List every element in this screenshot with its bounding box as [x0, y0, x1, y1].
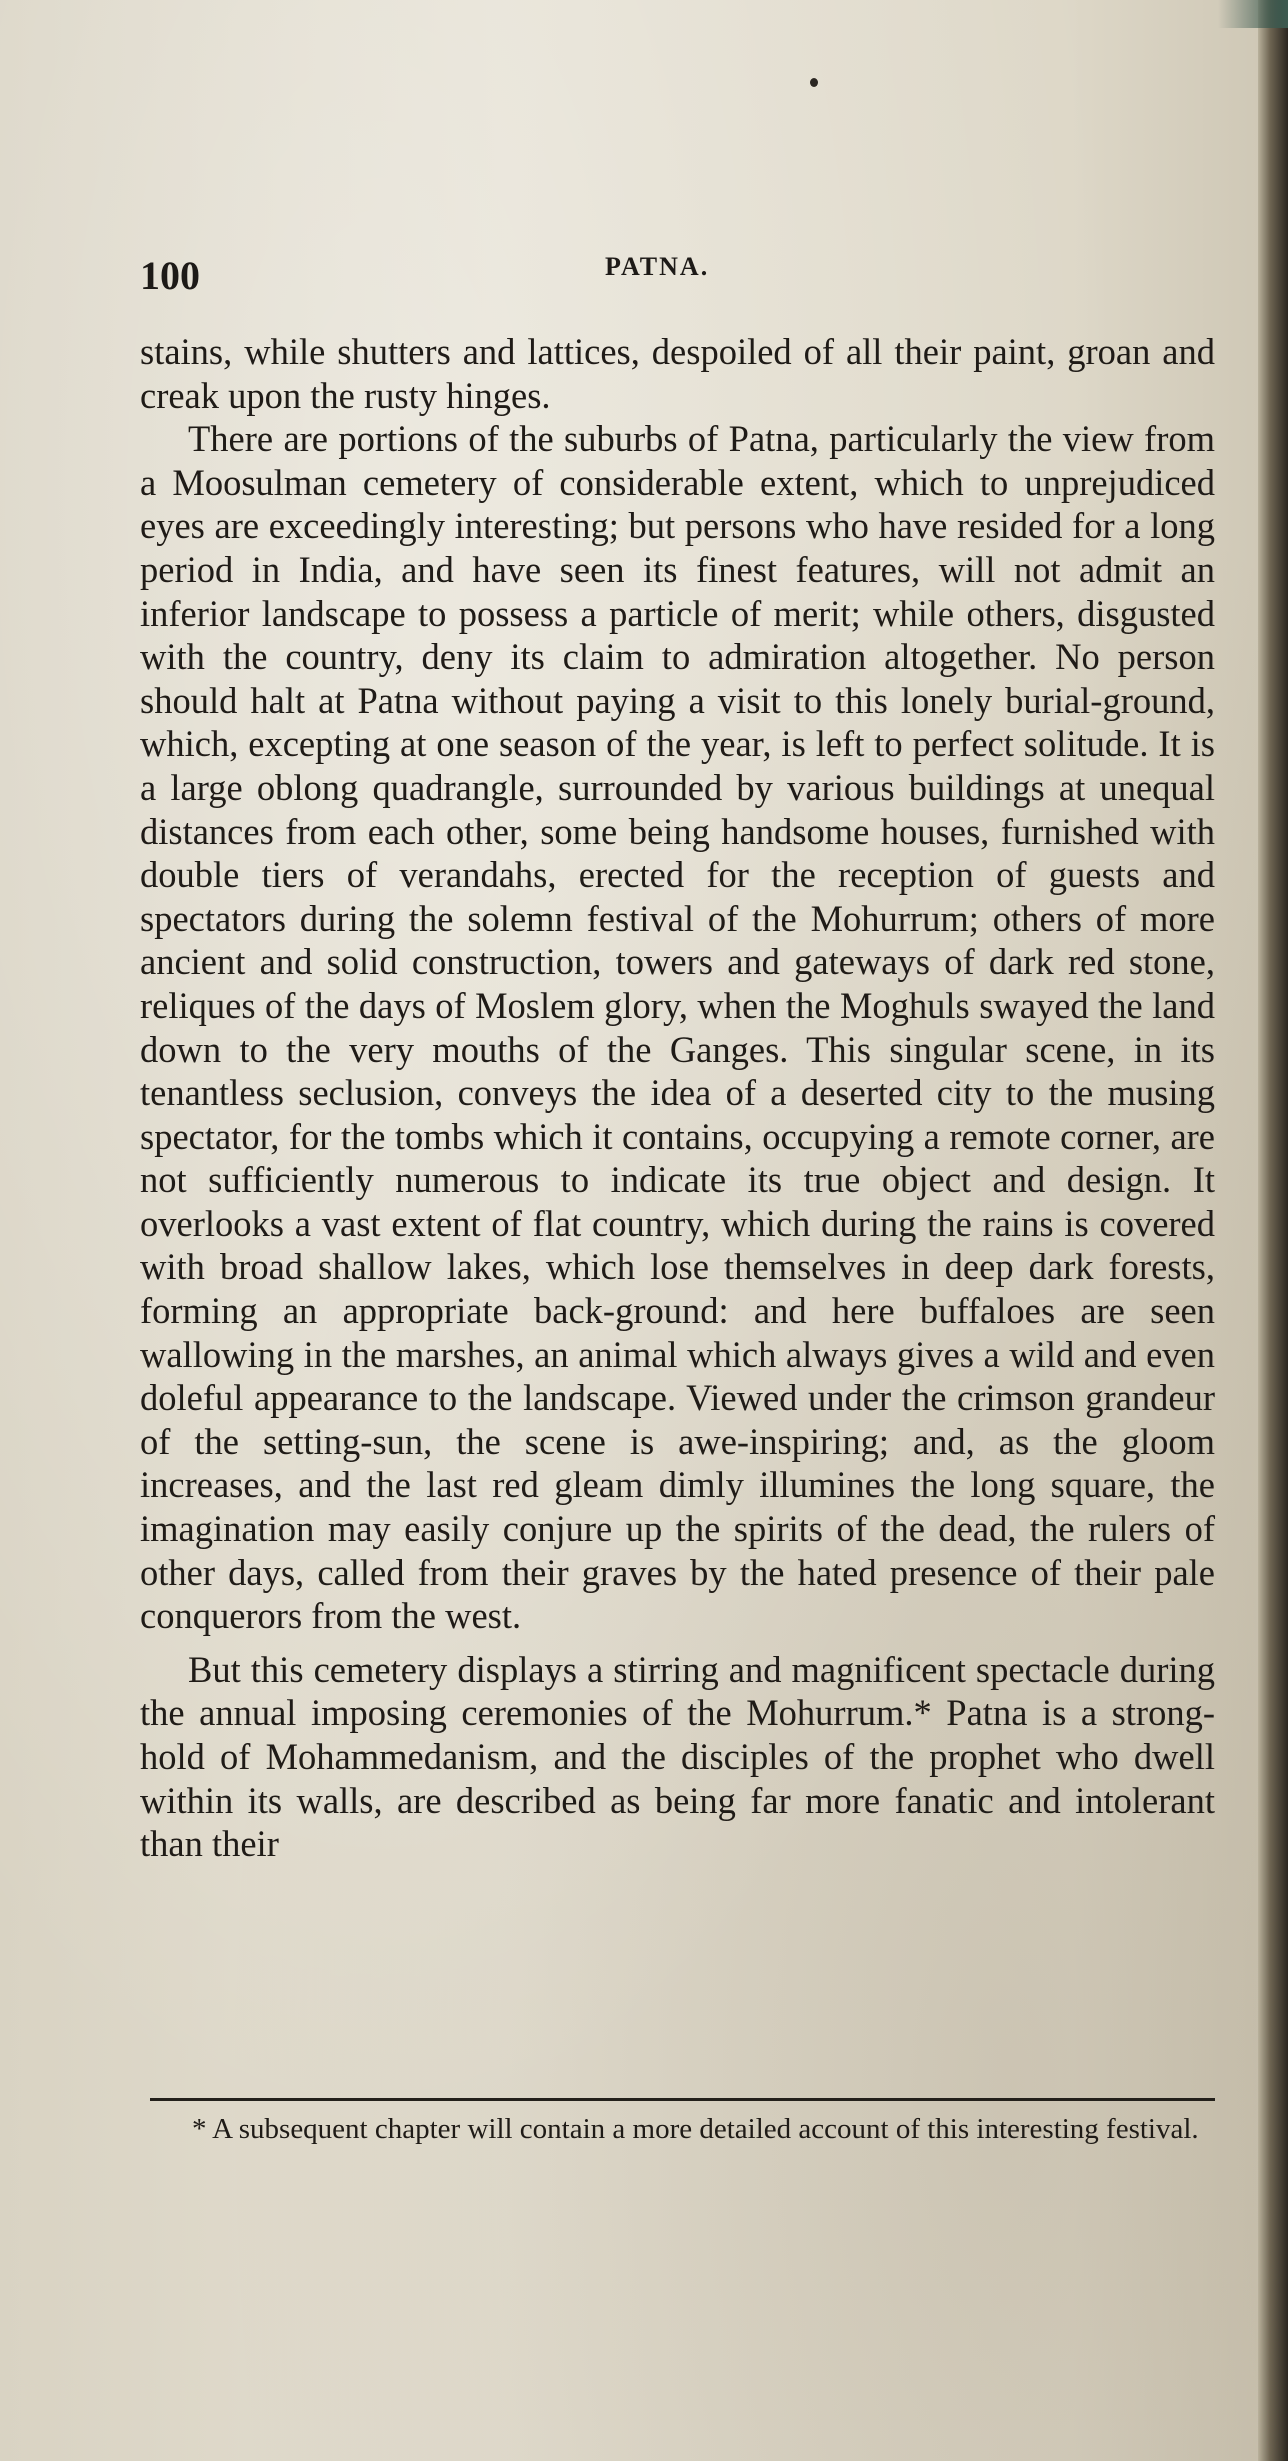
paragraph-continuation: stains, while shutters and lattices, despoiled of all their paint, groan and creak upon the rusty hinges.: [140, 331, 1215, 416]
ink-speck: [810, 78, 818, 87]
page-number: 100: [140, 253, 200, 298]
paragraph-mohurrum: But this cemetery displays a stirring and magnificent spectacle during the annual imposing ceremonies of the Mohurrum.* Patna is a strong-hold of Mohammedanism, and the disciples of the prophet who dwell within its walls, are described as being far more fanatic and intolerant than their: [140, 1648, 1215, 1865]
footnote: * A subsequent chapter will contain a more detailed account of this interesting festival.: [192, 2113, 1199, 2145]
paragraph-cemetery-description: There are portions of the suburbs of Patna, particularly the view from a Moosulman cemetery of considerable extent, which to unprejudiced eyes are exceedingly interesting; but persons who have resided for a long period in India, and have seen its finest features, will not admit an inferior landscape to possess a particle of merit; while others, disgusted with the country, deny its claim to admiration altogether. No person should halt at Patna without paying a visit to this lonely burial-ground, which, excepting at one season of the year, is left to perfect solitude. It is a large oblong quadrangle, surrounded by various buildings at unequal distances from each other, some being handsome houses, furnished with double tiers of verandahs, erected for the reception of guests and spectators during the solemn festival of the Mohurrum; others of more ancient and solid construction, towers and gateways of dark red stone, reliques of the days of Moslem glory, when the Moghuls swayed the land down to the very mouths of the Ganges. This singular scene, in its tenantless seclusion, conveys the idea of a deserted city to the musing spectator, for the tombs which it contains, occupying a remote corner, are not sufficiently numerous to indicate its true object and design. It overlooks a vast extent of flat country, which during the rains is covered with broad shallow lakes, which lose themselves in deep dark forests, forming an appropriate back-ground: and here buffaloes are seen wallowing in the marshes, an animal which always gives a wild and even doleful appearance to the landscape. Viewed under the crimson grandeur of the setting-sun, the scene is awe-inspiring; and, as the gloom increases, and the last red gleam dimly illumines the long square, the imagination may easily conjure up the spirits of the dead, the rulers of other days, called from their graves by the hated presence of their pale conquerors from the west.: [140, 418, 1215, 1637]
page-edge-shadow: [1258, 0, 1288, 2461]
running-head: PATNA.: [605, 252, 710, 281]
body-text: [140, 330, 1215, 1866]
page-header: [140, 240, 1210, 300]
corner-shadow: [1218, 0, 1288, 28]
footnote-rule: [150, 2098, 1215, 2101]
